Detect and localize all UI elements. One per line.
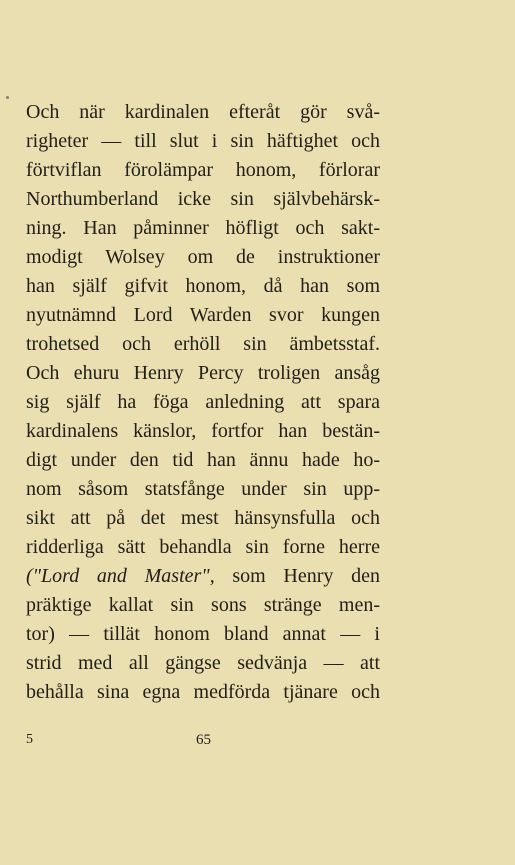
- text-line: ning. Han påminner höfligt och sakt-: [26, 217, 380, 239]
- text-line: trohetsed och erhöll sin ämbetsstaf.: [26, 333, 380, 355]
- text-line: ridderliga sätt behandla sin forne herre: [26, 536, 380, 558]
- text-line: Och ehuru Henry Percy troligen ansåg: [26, 362, 380, 384]
- text-line: sikt att på det mest hänsynsfulla och: [26, 507, 380, 529]
- paper-speck: [6, 96, 9, 99]
- text-line: modigt Wolsey om de instruktioner: [26, 246, 380, 268]
- text-line: kardinalens känslor, fortfor han bestän-: [26, 420, 380, 442]
- text-line: righeter — till slut i sin häftighet och: [26, 130, 380, 152]
- italic-quote: ("Lord and Master",: [26, 565, 215, 587]
- text-line: digt under den tid han ännu hade ho-: [26, 449, 380, 471]
- text-line: Northumberland icke sin självbehärsk-: [26, 188, 380, 210]
- text-line: strid med all gängse sedvänja — att: [26, 652, 380, 674]
- text-line: nom såsom statsfånge under sin upp-: [26, 478, 380, 500]
- text-line: förtviflan förolämpar honom, förlorar: [26, 159, 380, 181]
- page-number: 65: [196, 732, 211, 748]
- text-line: behålla sina egna medförda tjänare och: [26, 681, 380, 703]
- text-line: sig själf ha föga anledning att spara: [26, 391, 380, 413]
- text-line: präktige kallat sin sons stränge men-: [26, 594, 380, 616]
- text-line-rest: som Henry den: [214, 565, 380, 587]
- text-line: nyutnämnd Lord Warden svor kungen: [26, 304, 380, 326]
- text-line: han själf gifvit honom, då han som: [26, 275, 380, 297]
- signature-mark: 5: [26, 732, 33, 747]
- text-line-italic: [26, 562, 380, 591]
- text-line: tor) — tillät honom bland annat — i: [26, 623, 380, 645]
- text-line: Och när kardinalen efteråt gör svå-: [26, 101, 380, 123]
